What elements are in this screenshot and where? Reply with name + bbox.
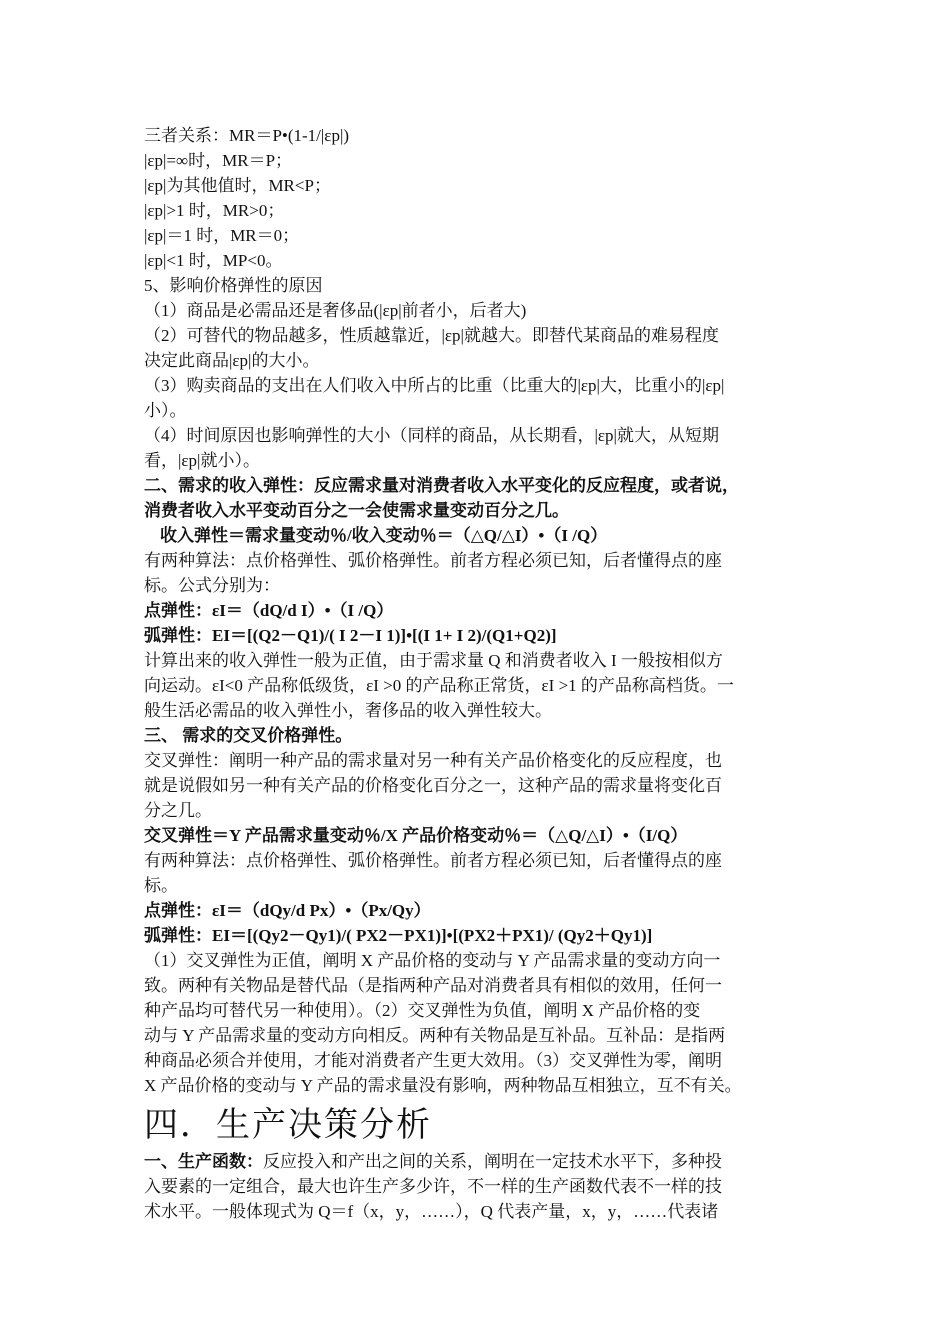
text-line: 术水平。一般体现式为 Q＝f（x，y，……），Q 代表产量，x，y，……代表诸 [144, 1202, 719, 1221]
income-formula: 收入弹性＝需求量变动％/收入变动％＝（△Q/△I）•（I /Q） [160, 526, 608, 545]
section-heading-5: 5、影响价格弹性的原因 [144, 276, 323, 295]
text-line: （1）交叉弹性为正值，阐明 X 产品价格的变动与 Y 产品需求量的变动方向一 [144, 951, 721, 970]
chapter-title: 四．生产决策分析 [144, 1105, 432, 1145]
text-line: 分之几。 [144, 801, 212, 820]
text-line: （4）时间原因也影响弹性的大小（同样的商品，从长期看，|εp|就大，从短期 [144, 426, 719, 445]
text-line: |εp|＝1 时，MR＝0； [144, 226, 300, 245]
income-point-formula: 点弹性：εI＝（dQ/d I）•（I /Q） [144, 601, 394, 620]
text-line: （2）可替代的物品越多，性质越靠近，|εp|就越大。即替代某商品的难易程度 [144, 326, 719, 345]
cross-point-formula: 点弹性：εI＝（dQy/d Px）•（Px/Qy） [144, 901, 431, 920]
text-line: |εp|>1 时，MR>0； [144, 201, 285, 220]
text-line: 就是说假如另一种有关产品的价格变化百分之一，这种产品的需求量将变化百 [144, 776, 722, 795]
text-line: 看，|εp|就小）。 [144, 451, 260, 470]
text-line: （1）商品是必需品还是奢侈品(|εp|前者小，后者大) [144, 301, 527, 320]
production-section [144, 1103, 812, 1224]
text-line: 交叉弹性：阐明一种产品的需求量对另一种有关产品价格变化的反应程度，也 [144, 751, 722, 770]
text-line: 三者关系：MR＝P•(1-1/|εp|) [144, 126, 350, 145]
income-arc-formula: 弧弹性：EI＝[(Q2－Q1)/( I 2－I 1)]•[(I 1+ I 2)/(Q1+Q2)] [144, 626, 557, 645]
text-line: |εp|<1 时，MP<0。 [144, 251, 283, 270]
production-function-label: 一、生产函数： [144, 1152, 263, 1171]
text-line: 计算出来的收入弹性一般为正值，由于需求量 Q 和消费者收入 I 一般按相似方 [144, 651, 723, 670]
text-line: 有两种算法：点价格弹性、弧价格弹性。前者方程必须已知，后者懂得点的座 [144, 851, 722, 870]
text-line: |εp|为其他值时，MR<P； [144, 176, 331, 195]
text-line: 种产品均可替代另一种使用）。（2）交叉弹性为负值，阐明 X 产品价格的变 [144, 1001, 701, 1020]
text-line: 致。两种有关物品是替代品（是指两种产品对消费者具有相似的效用，任何一 [144, 976, 722, 995]
text-line: 动与 Y 产品需求量的变动方向相反。两种有关物品是互补品。互补品：是指两 [144, 1026, 726, 1045]
text-line: 有两种算法：点价格弹性、弧价格弹性。前者方程必须已知，后者懂得点的座 [144, 551, 722, 570]
text-line [144, 1149, 812, 1174]
production-function-text: 反应投入和产出之间的关系，阐明在一定技术水平下，多种投 [263, 1152, 722, 1171]
cross-arc-formula: 弧弹性：EI＝[(Qy2－Qy1)/( PX2－PX1)]•[(PX2＋PX1)/ (Qy2＋Qy1)] [144, 926, 653, 945]
income-heading: 二、需求的收入弹性：反应需求量对消费者收入水平变化的反应程度，或者说， [144, 476, 739, 495]
text-line: X 产品价格的变动与 Y 产品的需求量没有影响，两种物品互相独立，互不有关。 [144, 1076, 742, 1095]
text-line: 般生活必需品的收入弹性小，奢侈品的收入弹性较大。 [144, 701, 552, 720]
income-heading-cont: 消费者收入水平变动百分之一会使需求量变动百分之几。 [144, 501, 569, 520]
text-line: 小）。 [144, 401, 187, 420]
text-line: 入要素的一定组合，最大也许生产多少许，不一样的生产函数代表不一样的技 [144, 1177, 722, 1196]
text-line: 标。公式分别为： [144, 576, 280, 595]
cross-formula: 交叉弹性＝Y 产品需求量变动％/X 产品价格变动％＝（△Q/△I）•（I/Q） [144, 826, 688, 845]
income-elasticity-section [144, 473, 812, 723]
text-line: 向运动。εI<0 产品称低级货，εI >0 的产品称正常货，εI >1 的产品称高档货。一 [144, 676, 734, 695]
text-line: （3）购卖商品的支出在人们收入中所占的比重（比重大的|εp|大，比重小的|εp| [144, 376, 725, 395]
document-page [144, 123, 812, 1224]
text-line: 标。 [144, 876, 178, 895]
cross-heading: 三、 需求的交叉价格弹性。 [144, 726, 353, 745]
text-line: 决定此商品|εp|的大小。 [144, 351, 320, 370]
cross-elasticity-section [144, 723, 812, 1098]
text-line: 种商品必须合并使用，才能对消费者产生更大效用。（3）交叉弹性为零，阐明 [144, 1051, 722, 1070]
elasticity-relations [144, 123, 812, 473]
text-line: |εp|=∞时，MR＝P； [144, 151, 293, 170]
